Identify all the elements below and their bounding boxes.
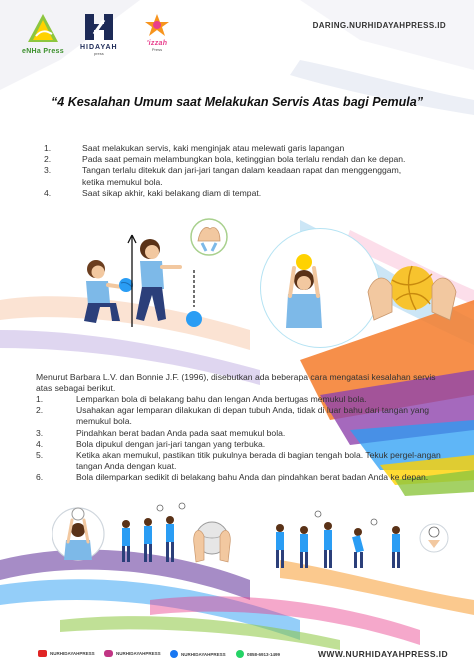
hidayah-logo-icon — [81, 12, 117, 42]
item-number: 3. — [36, 427, 44, 438]
whatsapp-link[interactable] — [236, 650, 280, 658]
list-item — [44, 143, 424, 154]
footer — [0, 634, 474, 670]
item-text: Bola dilemparkan sedikit di belakang bahu Anda dan pindahkan berat badan Anda ke depan. — [76, 472, 429, 483]
item-number: 5. — [36, 450, 44, 461]
list-item — [44, 165, 424, 187]
list-item — [36, 439, 446, 450]
enha-logo-icon — [26, 12, 60, 46]
item-number: 3. — [44, 165, 52, 176]
correct-serve-sequence-right — [262, 508, 462, 578]
social-label: NURHIDAYAHPRESS — [116, 651, 161, 656]
item-text: Pada saat pemain melambungkan bola, ketinggian bola terlalu rendah dan ke depan. — [82, 154, 406, 165]
serve-mistake-illustration — [74, 215, 244, 335]
list-item — [36, 394, 446, 405]
enha-press-logo — [22, 12, 64, 55]
ball-toss-illustration — [260, 228, 460, 348]
enha-logo-text: eNHa Press — [22, 48, 64, 55]
facebook-link[interactable] — [170, 650, 226, 658]
social-label: NURHIDAYAHPRESS — [50, 651, 95, 656]
item-number: 6. — [36, 472, 44, 483]
item-text: Tangan terlalu ditekuk dan jari-jari tangan dalam keadaan rapat dan menggenggam, ketika memukul bola. — [82, 165, 402, 187]
hidayah-press-logo — [80, 12, 118, 56]
social-label: NURHIDAYAHPRESS — [181, 651, 226, 657]
list-item — [44, 188, 424, 199]
hidayah-logo-sub: press — [93, 51, 104, 56]
solutions-list — [36, 394, 446, 484]
item-number: 1. — [44, 143, 52, 153]
list-item — [36, 450, 446, 472]
youtube-icon — [38, 650, 47, 657]
mistakes-list — [44, 143, 424, 199]
item-text: Ketika akan memukul, pastikan titik pukulnya berada di bagian tengah bola. Tekuk pergel-angan tangan Anda dengan kuat. — [76, 450, 441, 472]
item-text: Pindahkan berat badan Anda pada saat memukul bola. — [76, 427, 286, 438]
item-text: Usahakan agar lemparan dilakukan di depan tubuh Anda, tidak di luar bahu dari tangan yang memukul bola. — [76, 405, 430, 427]
facebook-icon — [170, 650, 178, 658]
site-url-top[interactable]: DARING.NURHIDAYAHPRESS.ID — [312, 21, 446, 30]
list-item — [44, 154, 424, 165]
item-number: 2. — [36, 405, 44, 416]
page-title: “4 Kesalahan Umum saat Melakukan Servis Atas bagi Pemula” — [51, 95, 423, 109]
izzah-press-logo — [142, 12, 172, 52]
social-label: 0858-6913-1499 — [247, 651, 281, 657]
header — [0, 0, 474, 80]
whatsapp-icon — [236, 650, 244, 658]
correct-serve-sequence-left — [52, 500, 242, 572]
item-number: 1. — [36, 394, 44, 404]
item-text: Bola dipukul dengan jari-jari tangan yang terbuka. — [76, 438, 266, 449]
izzah-logo-text: 'izzah — [146, 40, 168, 47]
item-text: Saat melakukan servis, kaki menginjak atau melewati garis lapangan — [82, 143, 345, 153]
item-text: Lemparkan bola di belakang bahu dan lengan Anda bertugas memukul bola. — [76, 394, 367, 404]
item-number: 2. — [44, 154, 52, 165]
item-number: 4. — [36, 438, 44, 449]
instagram-link[interactable] — [104, 650, 161, 657]
list-item — [36, 405, 446, 427]
hidayah-logo-text: HIDAYAH — [80, 44, 118, 51]
izzah-logo-sub: Press — [151, 47, 163, 52]
list-item — [36, 472, 446, 483]
item-text: Saat sikap akhir, kaki belakang diam di tempat. — [82, 187, 262, 198]
intro-paragraph: Menurut Barbara L.V. dan Bonnie J.F. (1996), disebutkan ada beberapa cara mengatasi kesalahan servis atas sebagai berikut. — [36, 372, 436, 394]
list-item — [36, 428, 446, 439]
item-number: 4. — [44, 187, 52, 198]
youtube-link[interactable] — [38, 650, 95, 657]
izzah-logo-icon — [142, 12, 172, 38]
site-url-bottom[interactable]: WWW.NURHIDAYAHPRESS.ID — [317, 649, 448, 659]
instagram-icon — [104, 650, 113, 657]
